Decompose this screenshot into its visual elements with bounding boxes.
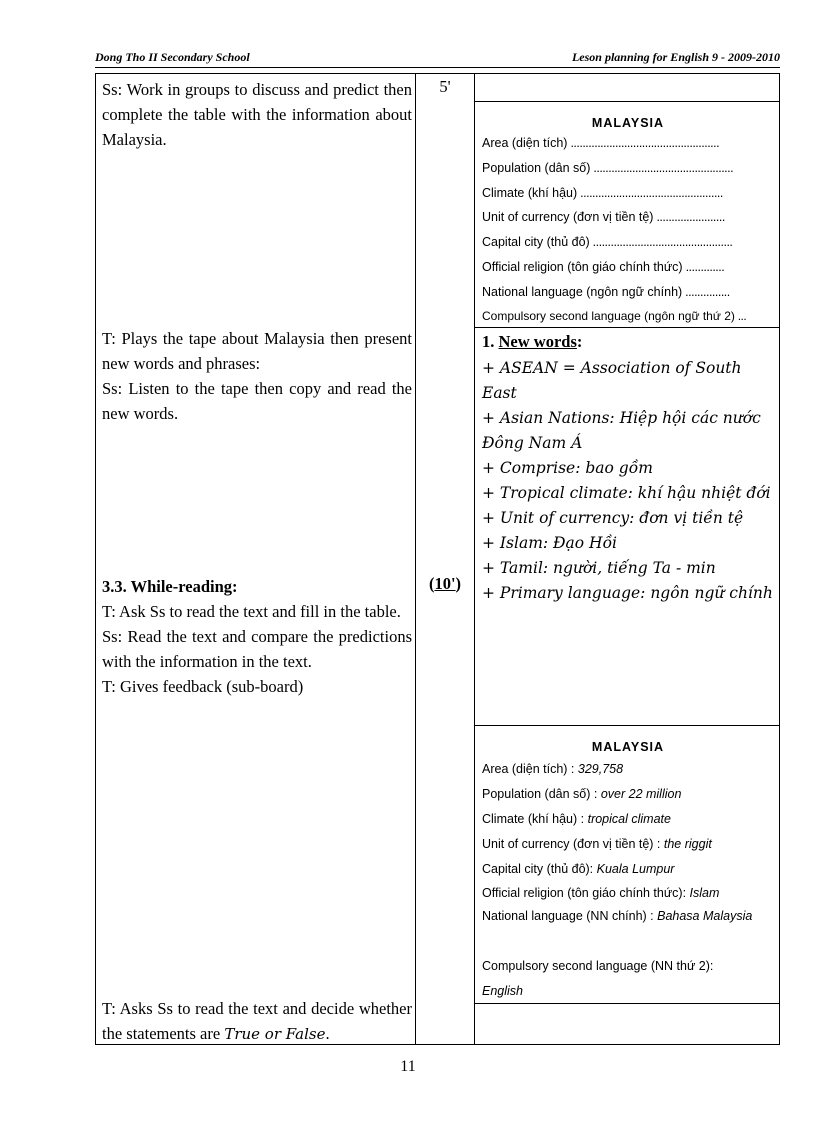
student-step: Ss: Read the text and compare the predictions with the information in the text. — [102, 627, 412, 671]
list-item: + Asian Nations: Hiệp hội các nước — [482, 409, 761, 427]
answer-row: Capital city (thủ đô): Kuala Lumpur — [482, 862, 675, 876]
feedback-step: T: Gives feedback (sub-board) — [102, 677, 304, 696]
time-warmup: 5' — [439, 77, 451, 96]
answer-table-title: MALAYSIA — [591, 740, 665, 754]
prediction-row: Capital city (thủ đô) ............................................... — [482, 235, 733, 249]
teacher-step: T: Plays the tape about Malaysia then present new words and phrases: — [102, 329, 412, 373]
tape-instructions — [102, 326, 412, 426]
lesson-table — [95, 73, 780, 1045]
list-item: + Unit of currency: đơn vị tiền tệ — [482, 509, 744, 527]
while-reading-section — [102, 574, 412, 699]
new-words-list — [482, 356, 776, 606]
answer-row: Official religion (tôn giáo chính thức): Islam — [482, 886, 720, 900]
while-reading-heading: 3.3. While-reading: — [102, 577, 238, 596]
list-item: + Islam: Đạo Hồi — [482, 534, 618, 552]
list-item: Đông Nam Á — [482, 434, 583, 452]
header-rule — [95, 67, 780, 68]
teacher-step: T: Ask Ss to read the text and fill in the table. — [102, 602, 401, 621]
prediction-row: Compulsory second language (ngôn ngữ thứ 2) ... — [482, 309, 747, 323]
prediction-row: Area (diện tích) .................................................. — [482, 136, 720, 150]
row-divider — [475, 725, 779, 726]
answer-row: Climate (khí hậu) : tropical climate — [482, 812, 671, 826]
true-false-italic: True or False — [224, 1025, 326, 1043]
prediction-row: National language (ngôn ngữ chính) ............... — [482, 285, 730, 299]
student-step: Ss: Listen to the tape then copy and read the new words. — [102, 379, 412, 423]
prediction-row: Climate (khí hậu) ................................................ — [482, 186, 723, 200]
answer-row: Area (diện tích) : 329,758 — [482, 762, 624, 776]
list-item: + Tropical climate: khí hậu nhiệt đới — [482, 484, 771, 502]
answer-row: Compulsory second language (NN thứ 2): English — [482, 959, 714, 998]
column-divider-right — [474, 74, 475, 1044]
header-school: Dong Tho II Secondary School — [95, 50, 250, 64]
time-while-reading: (10') — [428, 574, 462, 593]
list-item: + Comprise: bao gồm — [482, 459, 653, 477]
list-item: + Primary language: ngôn ngữ chính — [482, 584, 773, 602]
true-false-prefix: T: Asks Ss to read the text and decide whether the statements are — [102, 999, 412, 1043]
prediction-row: Population (dân số) ............................................... — [482, 161, 734, 175]
answer-row: National language (NN chính) : Bahasa Malaysia — [482, 909, 753, 923]
table-title: MALAYSIA — [591, 116, 665, 130]
answer-row: Population (dân số) : over 22 million — [482, 787, 682, 801]
list-item: + ASEAN = Association of South East — [482, 359, 742, 402]
row-divider — [475, 327, 779, 328]
column-divider-left — [415, 74, 416, 1044]
true-false-suffix: . — [325, 1024, 330, 1043]
true-false-instructions — [102, 996, 412, 1047]
new-words-heading: 1. New words: — [482, 332, 583, 351]
page-number: 11 — [400, 1058, 416, 1075]
header-title: Leson planning for English 9 - 2009-2010 — [571, 50, 780, 64]
prediction-row: Official religion (tôn giáo chính thức) ............. — [482, 260, 725, 274]
list-item: + Tamil: người, tiếng Ta - min — [482, 559, 716, 577]
prediction-row: Unit of currency (đơn vị tiền tệ) ....................... — [482, 210, 725, 224]
row-divider — [475, 101, 779, 102]
answer-row: Unit of currency (đơn vị tiền tệ) : the riggit — [482, 837, 712, 851]
group-work-instructions: Ss: Work in groups to discuss and predict then complete the table with the information about Malaysia. — [102, 80, 412, 149]
